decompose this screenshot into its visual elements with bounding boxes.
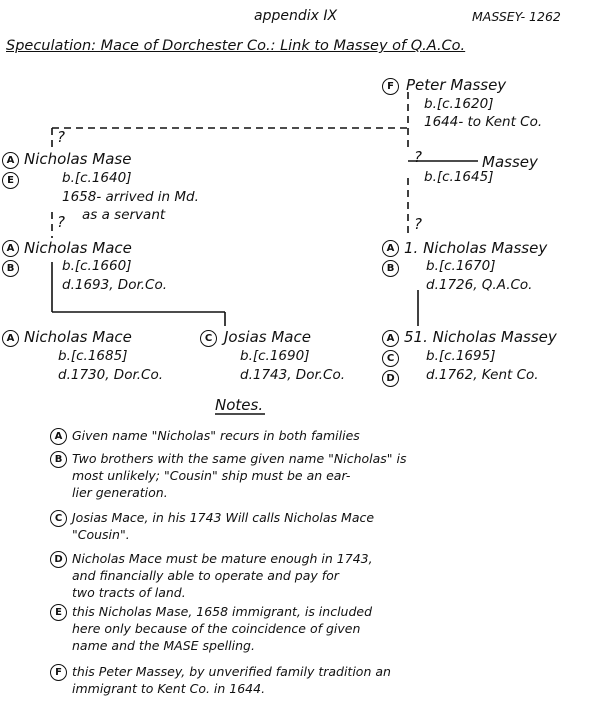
massey-name: Massey (482, 153, 538, 171)
nicholas-massey-1695-name: 51. Nicholas Massey (404, 328, 557, 346)
mark-c-circle: C (382, 350, 399, 367)
note-b-line-3: lier generation. (72, 485, 168, 500)
note-d-line-3: two tracts of land. (72, 585, 186, 600)
note-d-line-1: Nicholas Mace must be mature enough in 1743, (72, 551, 373, 566)
mark-a-circle: A (382, 330, 399, 347)
reference-number: MASSEY- 1262 (472, 9, 561, 24)
mark-c-circle: C (200, 330, 217, 347)
nicholas-massey-1670-died: d.1726, Q.A.Co. (426, 277, 533, 293)
mace-1660-marks (2, 240, 19, 277)
nicholas-massey-1695-born: b.[c.1695] (426, 348, 496, 364)
mark-a-circle: A (2, 330, 19, 347)
nicholas-mace-1660-died: d.1693, Dor.Co. (62, 277, 168, 293)
peter-massey-born: b.[c.1620] (424, 96, 494, 112)
nicholas-massey-1670-born: b.[c.1670] (426, 258, 496, 274)
josias-mace-died: d.1743, Dor.Co. (240, 367, 346, 383)
note-e-line-3: name and the MASE spelling. (72, 638, 255, 653)
note-f-line-1: this Peter Massey, by unverified family tradition an (72, 664, 391, 679)
josias-mace-born: b.[c.1690] (240, 348, 310, 364)
note-d-line-2: and financially able to operate and pay for (72, 568, 339, 583)
mase-marks (2, 152, 19, 189)
note-a-line-1: Given name "Nicholas" recurs in both families (72, 428, 360, 443)
nicholas-mase-name: Nicholas Mase (24, 150, 132, 168)
question-mark-2: ? (414, 148, 422, 166)
note-b-line-1: Two brothers with the same given name "Nicholas" is (72, 451, 407, 466)
nicholas-mase-note2: as a servant (82, 207, 166, 223)
peter-massey-name: Peter Massey (406, 76, 507, 94)
nicholas-massey-1695-died: d.1762, Kent Co. (426, 367, 539, 383)
mark-d-circle: D (382, 370, 399, 387)
massey-born: b.[c.1645] (424, 169, 494, 185)
question-mark-1: ? (57, 128, 65, 146)
note-f-line-2: immigrant to Kent Co. in 1644. (72, 681, 266, 696)
nicholas-massey-1670-name: 1. Nicholas Massey (404, 239, 548, 257)
josias-mace-name: Josias Mace (224, 328, 311, 346)
mark-b-circle: B (382, 260, 399, 277)
note-e-line-1: this Nicholas Mase, 1658 immigrant, is included (72, 604, 373, 619)
nicholas-mase-note1: 1658- arrived in Md. (62, 189, 199, 205)
note-e-circle: E (50, 604, 67, 621)
nicholas-mace-1685-name: Nicholas Mace (24, 328, 132, 346)
question-mark-4: ? (414, 215, 422, 233)
mark-a-circle: A (382, 240, 399, 257)
nicholas-mase-born: b.[c.1640] (62, 170, 132, 186)
mark-a-circle: A (2, 240, 19, 257)
massey-1670-marks (382, 240, 399, 277)
mark-e-circle: E (2, 172, 19, 189)
note-c-line-1: Josias Mace, in his 1743 Will calls Nicholas Mace (72, 510, 375, 525)
note-c-line-2: "Cousin". (72, 527, 130, 542)
page-title: Speculation: Mace of Dorchester Co.: Link to Massey of Q.A.Co. (6, 38, 466, 54)
note-b-circle: B (50, 451, 67, 468)
note-c-circle: C (50, 510, 67, 527)
notes-heading: Notes. (215, 396, 264, 414)
nicholas-mace-1660-born: b.[c.1660] (62, 258, 132, 274)
question-mark-3: ? (57, 213, 65, 231)
peter-massey-note: 1644- to Kent Co. (424, 114, 543, 130)
note-a-circle: A (50, 428, 67, 445)
note-f-circle: F (50, 664, 67, 681)
note-b-line-2: most unlikely; "Cousin" ship must be an ear- (72, 468, 351, 483)
massey-1695-marks (382, 330, 399, 387)
note-d-circle: D (50, 551, 67, 568)
nicholas-mace-1685-born: b.[c.1685] (58, 348, 128, 364)
mark-b-circle: B (2, 260, 19, 277)
note-e-line-2: here only because of the coincidence of given (72, 621, 361, 636)
nicholas-mace-1685-died: d.1730, Dor.Co. (58, 367, 164, 383)
mark-f-circle: F (382, 78, 399, 95)
nicholas-mace-1660-name: Nicholas Mace (24, 239, 132, 257)
mark-a-circle: A (2, 152, 19, 169)
appendix-label: appendix IX (254, 8, 338, 24)
